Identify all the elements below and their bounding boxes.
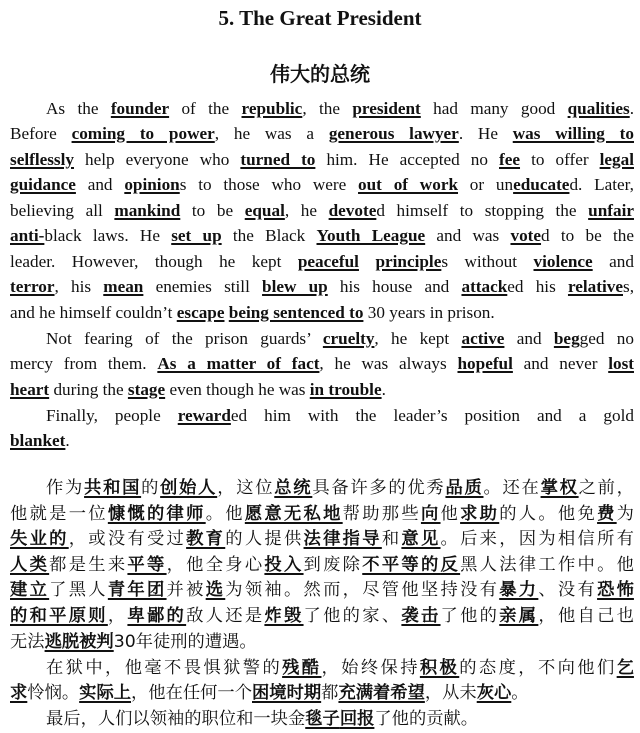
- text-run: .: [65, 431, 70, 450]
- text-run: black laws. He: [44, 226, 172, 245]
- english-line: [10, 428, 634, 454]
- chinese-line: [10, 656, 634, 682]
- key-term: blanket: [10, 431, 66, 450]
- text-run: [359, 252, 375, 271]
- text-run: 为领袖。然而，尽管他坚持没有: [225, 580, 500, 600]
- text-run: s without: [441, 252, 534, 271]
- text-run: , he was a: [214, 124, 329, 143]
- text-run: , he: [284, 201, 329, 220]
- text-run: and he himself couldn’t: [10, 303, 177, 322]
- key-term: stage: [127, 380, 166, 399]
- key-term: 不平等的: [362, 555, 441, 575]
- text-run: 最后，人们以领袖的职位和一块金: [46, 709, 306, 729]
- chinese-line: [10, 630, 634, 656]
- english-line: [10, 403, 634, 429]
- text-run: ，或没有受过: [68, 529, 187, 549]
- text-run: ，: [107, 606, 128, 626]
- key-term: president: [352, 99, 421, 118]
- key-term: 积极: [419, 658, 460, 678]
- text-run: . He: [458, 124, 513, 143]
- key-term: 费: [597, 504, 617, 524]
- english-line: [10, 300, 634, 326]
- key-term: fee: [499, 150, 521, 169]
- key-term: legal: [599, 150, 634, 169]
- chinese-line: [10, 553, 634, 579]
- key-term: vote: [510, 226, 542, 245]
- key-term: 回报: [339, 709, 375, 729]
- key-term: 共和国: [84, 478, 142, 498]
- text-run: the Black: [221, 226, 317, 245]
- key-term: mean: [103, 277, 144, 296]
- text-run: s,: [623, 277, 634, 296]
- text-run: 的: [141, 478, 161, 498]
- key-term: 慷慨的律师: [107, 504, 206, 524]
- key-term: 法律指导: [303, 529, 382, 549]
- chinese-line: [10, 476, 634, 502]
- text-run: d to be the: [541, 226, 634, 245]
- text-run: As the: [46, 99, 111, 118]
- english-line: [10, 274, 634, 300]
- text-run: believing all: [10, 201, 115, 220]
- text-run: leader. However, though he kept: [10, 252, 298, 271]
- key-term: devote: [328, 201, 377, 220]
- key-term: peaceful: [297, 252, 359, 271]
- key-term: 袭击: [401, 606, 441, 626]
- english-line: [10, 198, 634, 224]
- text-run: and never: [512, 354, 609, 373]
- key-term: 炸毁: [264, 606, 304, 626]
- text-run: 了他的家、: [303, 606, 402, 626]
- key-term: 向: [420, 504, 441, 524]
- key-term: 逃脱被判: [44, 632, 114, 652]
- key-term: 建立: [10, 580, 50, 600]
- text-run: 。: [511, 683, 529, 703]
- text-run: , his: [54, 277, 104, 296]
- key-term: blew up: [262, 277, 328, 296]
- key-term: 愿意无私地: [244, 504, 343, 524]
- key-term: in trouble: [309, 380, 382, 399]
- english-line: [10, 249, 634, 275]
- key-term: 青年团: [107, 580, 167, 600]
- english-line: [10, 351, 634, 377]
- text-run: and: [75, 175, 125, 194]
- text-run: ，从未: [424, 683, 477, 703]
- key-term: 创始人: [160, 478, 218, 498]
- key-term: educate: [513, 175, 570, 194]
- key-term: Youth League: [316, 226, 426, 245]
- chinese-line: [10, 502, 634, 528]
- text-run: Not fearing of the prison guards’: [46, 329, 323, 348]
- text-run: ged no: [579, 329, 634, 348]
- key-term: 困境时期: [252, 683, 322, 703]
- key-term: coming to power: [71, 124, 215, 143]
- key-term: active: [461, 329, 505, 348]
- text-run: to be: [180, 201, 245, 220]
- text-run: even though he was: [165, 380, 310, 399]
- key-term: violence: [533, 252, 593, 271]
- text-run: ed his: [507, 277, 568, 296]
- english-title: 5. The Great President: [218, 6, 422, 30]
- text-run: 帮助那些: [342, 504, 421, 524]
- text-run: his house and: [327, 277, 462, 296]
- text-run: , he was always: [319, 354, 458, 373]
- key-term: 失业的: [10, 529, 69, 549]
- key-term: guidance: [10, 175, 76, 194]
- text-run: 都是生来: [49, 555, 128, 575]
- key-term: unfair: [588, 201, 634, 220]
- text-run: s to those who were: [179, 175, 359, 194]
- text-run: Finally, people: [46, 406, 178, 425]
- text-run: d himself to stopping the: [376, 201, 589, 220]
- key-term: hopeful: [457, 354, 513, 373]
- text-run: and: [504, 329, 554, 348]
- text-run: or un: [458, 175, 514, 194]
- key-term: set up: [171, 226, 222, 245]
- text-run: ，他全身心: [166, 555, 265, 575]
- key-term: mankind: [114, 201, 181, 220]
- key-term: 反: [440, 555, 461, 575]
- text-run: enemies still: [143, 277, 263, 296]
- key-term: 选: [205, 580, 226, 600]
- text-run: 的态度，不向他们: [459, 658, 617, 678]
- text-run: 30 years in prison.: [363, 303, 495, 322]
- text-run: 了他的: [440, 606, 500, 626]
- text-run: 。还在: [483, 478, 541, 498]
- text-run: , he kept: [374, 329, 462, 348]
- chinese-title: 伟大的总统: [270, 62, 370, 86]
- key-term: As a matter of fact: [157, 354, 320, 373]
- english-line: [10, 377, 634, 403]
- key-term: selflessly: [10, 150, 74, 169]
- key-term: being sentenced to: [228, 303, 364, 322]
- key-term: equal: [244, 201, 285, 220]
- key-term: 毯子: [305, 709, 340, 729]
- text-run: had many good: [420, 99, 568, 118]
- key-term: 恐怖: [597, 580, 634, 600]
- text-run: 并被: [166, 580, 206, 600]
- key-term: heart: [10, 380, 50, 399]
- key-term: 求助: [460, 504, 500, 524]
- key-term: terror: [10, 277, 55, 296]
- key-term: republic: [241, 99, 303, 118]
- key-term: 暴力: [499, 580, 539, 600]
- key-term: 平等: [127, 555, 167, 575]
- text-run: 敌人还是: [186, 606, 265, 626]
- text-run: Before: [10, 124, 72, 143]
- text-run: 的人。他免: [499, 504, 598, 524]
- key-term: anti-: [10, 226, 45, 245]
- key-term: 求: [10, 683, 28, 703]
- text-run: 都: [321, 683, 339, 703]
- key-term: out of work: [358, 175, 459, 194]
- text-run: ，他自己也: [538, 606, 634, 626]
- text-run: ，这位: [217, 478, 275, 498]
- key-term: 总统: [274, 478, 313, 498]
- key-term: escape: [176, 303, 225, 322]
- chinese-line: [10, 527, 634, 553]
- key-term: founder: [110, 99, 170, 118]
- key-term: 乞: [616, 658, 634, 678]
- key-term: attack: [461, 277, 508, 296]
- text-run: 到废除: [303, 555, 363, 575]
- english-line: [10, 326, 634, 352]
- key-term: reward: [177, 406, 231, 425]
- key-term: 人类: [10, 555, 50, 575]
- english-line: [10, 147, 634, 173]
- key-term: 残酷: [282, 658, 322, 678]
- text-run: 了他的贡献。: [374, 709, 479, 729]
- key-term: 掌权: [540, 478, 579, 498]
- text-run: 具备许多的优秀: [312, 478, 446, 498]
- key-term: 亲属: [499, 606, 539, 626]
- key-term: generous lawyer: [328, 124, 459, 143]
- text-run: d. Later,: [569, 175, 634, 194]
- key-term: was willing to: [512, 124, 634, 143]
- text-run: him. He accepted no: [315, 150, 500, 169]
- key-term: cruelty: [322, 329, 375, 348]
- text-run: and was: [425, 226, 511, 245]
- text-run: mercy from them.: [10, 354, 158, 373]
- key-term: 品质: [445, 478, 484, 498]
- text-run: , the: [302, 99, 353, 118]
- english-line: [10, 96, 634, 122]
- text-run: ed him with the leader’s position and a gold: [230, 406, 634, 425]
- text-run: 之前，: [578, 478, 634, 498]
- text-run: 怜悯。: [27, 683, 80, 703]
- key-term: principle: [375, 252, 442, 271]
- text-run: 他就是一位: [10, 504, 108, 524]
- text-run: 他: [440, 504, 461, 524]
- text-run: 为: [616, 504, 634, 524]
- text-run: help everyone who: [73, 150, 241, 169]
- text-run: ，他在任何一个: [131, 683, 252, 703]
- key-term: 投入: [264, 555, 304, 575]
- text-run: 作为: [46, 478, 85, 498]
- key-term: relative: [567, 277, 623, 296]
- text-run: during the: [49, 380, 128, 399]
- key-term: 教育: [186, 529, 226, 549]
- key-term: 充满着希望: [338, 683, 425, 703]
- text-run: to offer: [520, 150, 600, 169]
- text-run: 黑人法律工作中。他: [460, 555, 634, 575]
- english-line: [10, 121, 634, 147]
- text-run: of the: [169, 99, 242, 118]
- key-term: lost: [608, 354, 634, 373]
- text-run: 。后来，因为相信所有: [440, 529, 634, 549]
- chinese-line: [10, 578, 634, 604]
- text-run: 和: [381, 529, 402, 549]
- text-run: 无法: [10, 632, 45, 652]
- key-term: 意见: [401, 529, 441, 549]
- english-line: [10, 223, 634, 249]
- chinese-line: [10, 681, 634, 707]
- key-term: 卑鄙的: [127, 606, 187, 626]
- text-run: .: [381, 380, 386, 399]
- english-line: [10, 172, 634, 198]
- chinese-line: [10, 604, 634, 630]
- text-run: 的人提供: [225, 529, 304, 549]
- text-run: 。他: [205, 504, 245, 524]
- key-term: turned to: [240, 150, 316, 169]
- text-run: and: [592, 252, 634, 271]
- key-term: beg: [553, 329, 580, 348]
- key-term: 的和平原则: [10, 606, 108, 626]
- key-term: 灰心: [476, 683, 512, 703]
- text-run: ，始终保持: [321, 658, 420, 678]
- text-run: 30年徒刑的遭遇。: [113, 632, 257, 652]
- text-run: .: [629, 99, 634, 118]
- chinese-line: [10, 707, 634, 733]
- text-run: 在狱中，他毫不畏惧狱警的: [46, 658, 283, 678]
- text-run: 了黑人: [49, 580, 108, 600]
- key-term: qualities: [567, 99, 630, 118]
- key-term: opinion: [124, 175, 180, 194]
- key-term: 实际上: [79, 683, 132, 703]
- text-run: 、没有: [538, 580, 598, 600]
